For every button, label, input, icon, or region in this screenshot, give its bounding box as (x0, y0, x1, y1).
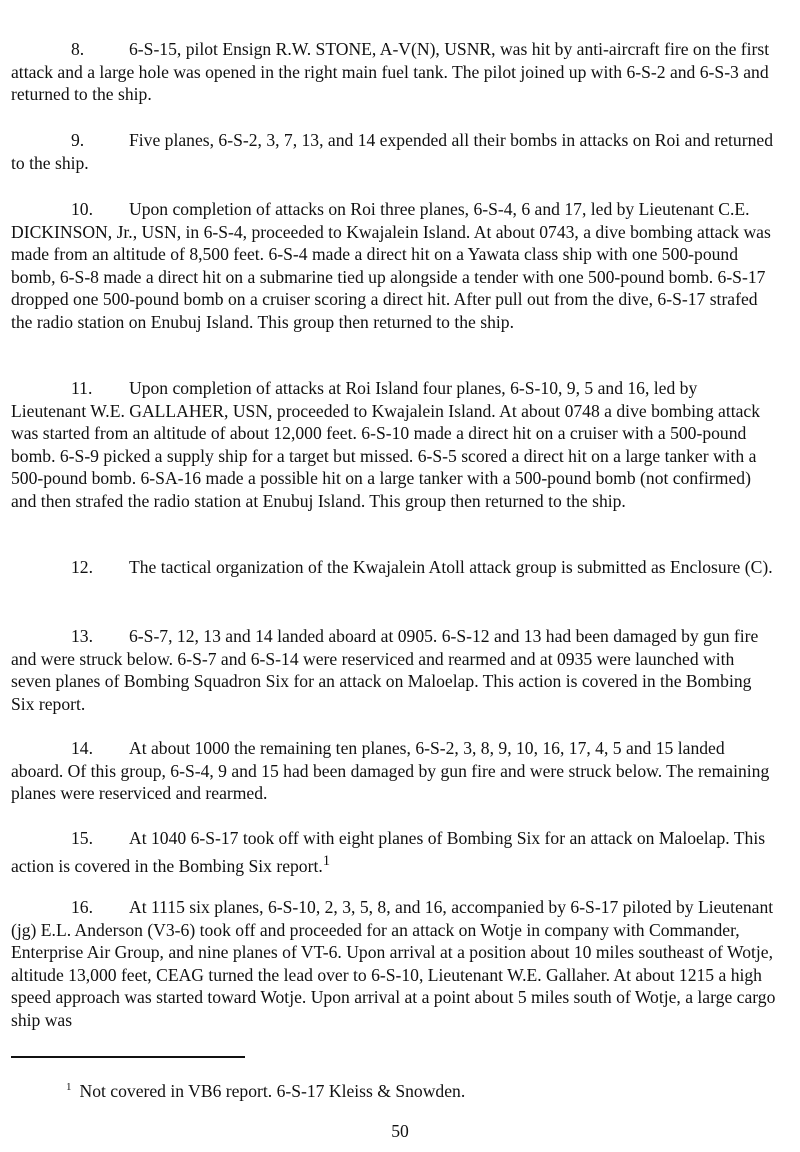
paragraph-9 (11, 129, 776, 174)
paragraph-text: At 1115 six planes, 6-S-10, 2, 3, 5, 8, and 16, accompanied by 6-S-17 piloted by Lieutenant (jg) E.L. Anderson (V3-6) took off and proceeded for an attack on Wotje in company with Commander, Enterprise Air Group, and nine planes of VT-6. Upon arrival at a position about 10 miles southeast of Wotje, altitude 13,000 feet, CEAG turned the lead over to 6-S-10, Lieutenant W.E. Gallaher. At about 1215 a high speed approach was started toward Wotje. Upon arrival at a point about 5 miles south of Wotje, a large cargo ship was (11, 897, 776, 1030)
paragraph-number: 13. (71, 626, 93, 646)
footnote (66, 1076, 465, 1102)
paragraph-15 (11, 827, 776, 877)
paragraph-text: 6-S-15, pilot Ensign R.W. STONE, A-V(N), USNR, was hit by anti-aircraft fire on the first attack and a large hole was opened in the right main fuel tank. The pilot joined up with 6-S-2 and 6-S-3 and returned to the ship. (11, 39, 770, 105)
footnote-divider (11, 1056, 245, 1058)
footnote-text: Not covered in VB6 report. 6-S-17 Kleiss & Snowden. (79, 1080, 466, 1101)
paragraph-text: The tactical organization of the Kwajalein Atoll attack group is submitted as Enclosure (C). (129, 557, 773, 577)
paragraph-number: 15. (71, 828, 93, 848)
paragraph-text: Upon completion of attacks on Roi three planes, 6-S-4, 6 and 17, led by Lieutenant C.E. DICKINSON, Jr., USN, in 6-S-4, proceeded to Kwajalein Island. At about 0743, a dive bombing attack was made from an altitude of 8,500 feet. 6-S-4 made a direct hit on a Yawata class ship with one 500-pound bomb, 6-S-8 made a direct hit on a submarine tied up alongside a tender with one 500-pound bomb. 6-S-17 dropped one 500-pound bomb on a cruiser scoring a direct hit. After pull out from the dive, 6-S-17 strafed the radio station on Enubuj Island. This group then returned to the ship. (11, 199, 771, 332)
paragraph-text: 6-S-7, 12, 13 and 14 landed aboard at 0905. 6-S-12 and 13 had been damaged by gun fire and were struck below. 6-S-7 and 6-S-14 were reserviced and rearmed and at 0935 were launched with seven planes of Bombing Squadron Six for an attack on Maloelap. This action is covered in the Bombing Six report. (11, 626, 759, 714)
paragraph-number: 14. (71, 738, 93, 758)
paragraph-text: At 1040 6-S-17 took off with eight planes of Bombing Six for an attack on Maloelap. This action is covered in the Bombing Six report. (11, 828, 766, 876)
footnote-marker: 1 (66, 1081, 72, 1093)
paragraph-12 (11, 556, 776, 579)
footnote-reference: 1 (322, 852, 331, 869)
paragraph-14 (11, 737, 776, 805)
paragraph-number: 16. (71, 897, 93, 917)
paragraph-11 (11, 377, 776, 513)
paragraph-text: Five planes, 6-S-2, 3, 7, 13, and 14 expended all their bombs in attacks on Roi and returned to the ship. (11, 130, 773, 173)
paragraph-text: At about 1000 the remaining ten planes, 6-S-2, 3, 8, 9, 10, 16, 17, 4, 5 and 15 landed aboard. Of this group, 6-S-4, 9 and 15 had been damaged by gun fire and were struck below. The remaining planes were reserviced and rearmed. (11, 738, 770, 804)
paragraph-10 (11, 198, 776, 334)
paragraph-number: 10. (71, 199, 93, 219)
paragraph-number: 8. (71, 39, 85, 59)
paragraph-text: Upon completion of attacks at Roi Island four planes, 6-S-10, 9, 5 and 16, led by Lieutenant W.E. GALLAHER, USN, proceeded to Kwajalein Island. At about 0748 a dive bombing attack was started from an altitude of about 12,000 feet. 6-S-10 made a direct hit on a cruiser with a 500-pound bomb. 6-S-9 picked a supply ship for a target but missed. 6-S-5 scored a direct hit on a large tanker with a 500-pound bomb. 6-SA-16 made a possible hit on a large tanker with a 500-pound bomb (not confirmed) and then strafed the radio station at Enubuj Island. This group then returned to the ship. (11, 378, 761, 511)
paragraph-8 (11, 38, 776, 106)
page-number: 50 (391, 1121, 409, 1141)
paragraph-number: 12. (71, 557, 93, 577)
paragraph-number: 9. (71, 130, 85, 150)
paragraph-number: 11. (71, 378, 93, 398)
paragraph-16 (11, 896, 776, 1032)
paragraph-13 (11, 625, 776, 715)
